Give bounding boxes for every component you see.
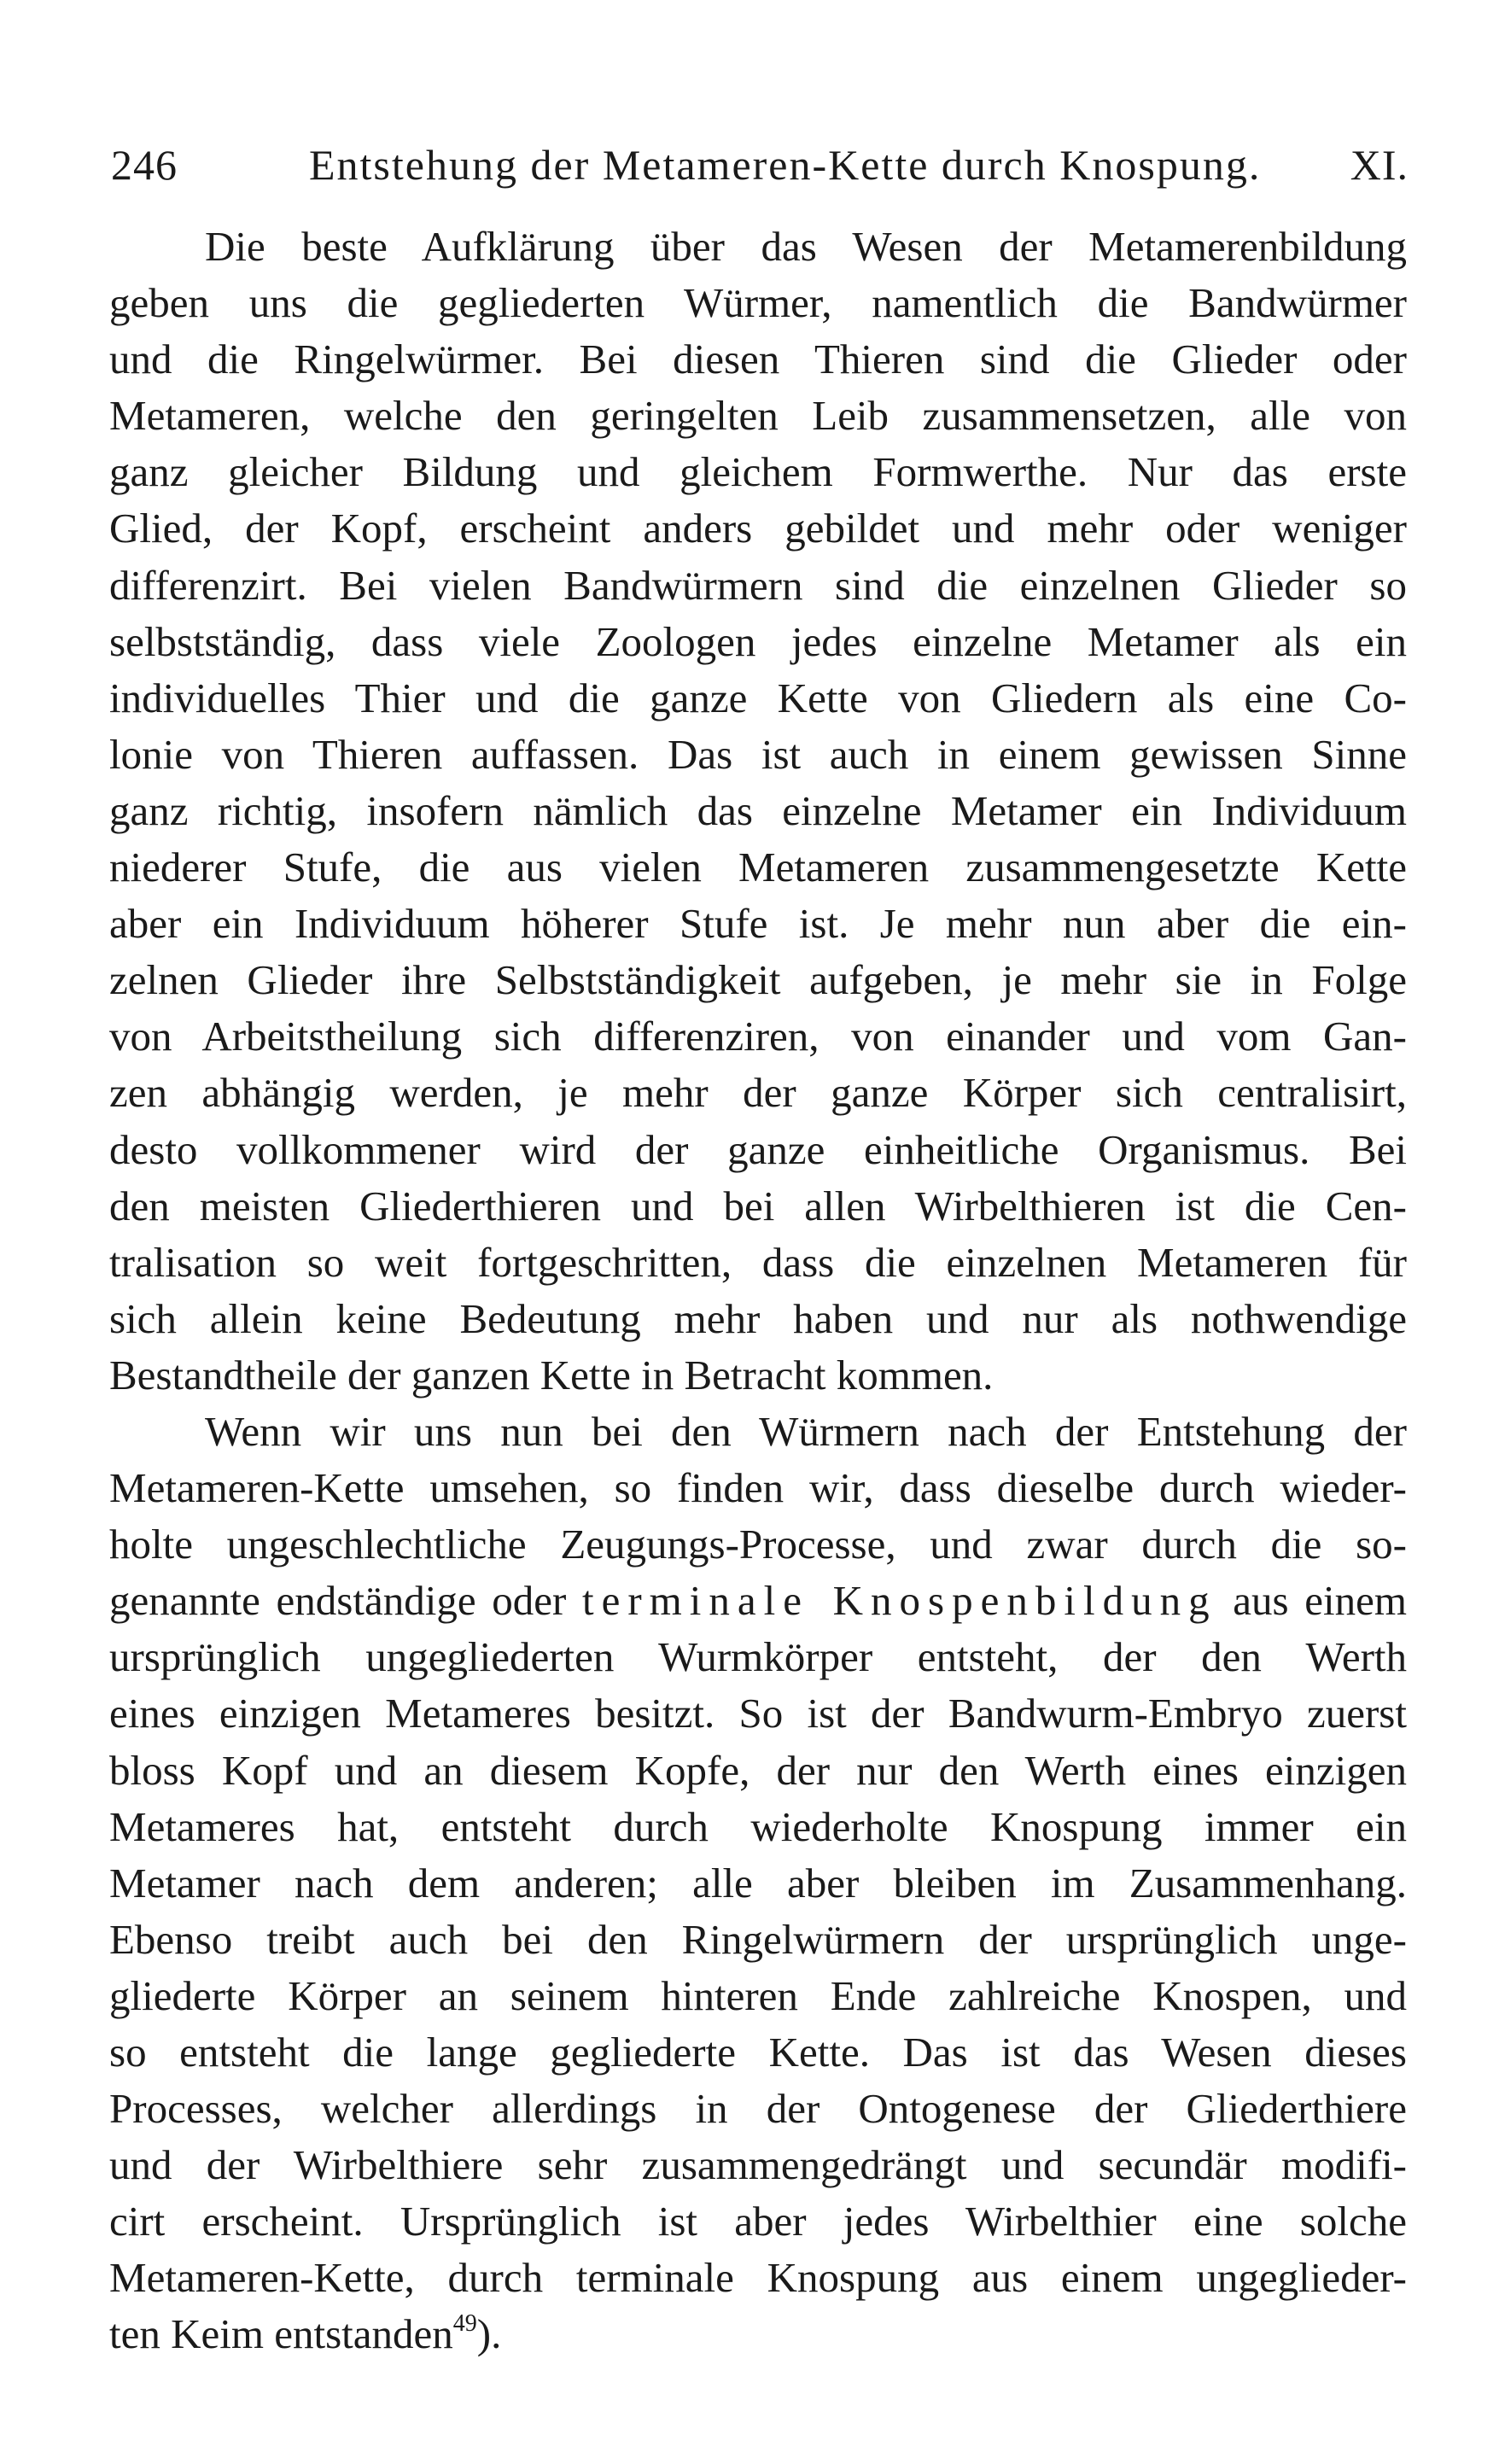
text-line: sich allein keine Bedeutung mehr haben und nur als nothwendige <box>109 1294 1407 1342</box>
body-text <box>109 219 1407 2363</box>
text-line <box>109 1573 1407 1629</box>
text-line: Glied, der Kopf, erscheint anders gebildet und mehr oder weniger <box>109 505 1407 552</box>
text-line: selbstständig, dass viele Zoologen jedes einzelne Metamer als ein <box>109 617 1407 665</box>
text-line: differenzirt. Bei vielen Bandwürmern sind die einzelnen Glieder so <box>109 561 1407 609</box>
text-line: ganz richtig, insofern nämlich das einzelne Metamer ein Individuum <box>109 786 1407 834</box>
text-line: Processes, welcher allerdings in der Ontogenese der Gliederthiere <box>109 2085 1407 2133</box>
text-line: zelnen Glieder ihre Selbstständigkeit aufgeben, je mehr sie in Folge <box>109 956 1407 1004</box>
paragraph-2 <box>109 1404 1407 2363</box>
text-line: so entsteht die lange gegliederte Kette. Das ist das Wesen dieses <box>109 2029 1407 2076</box>
text-line: von Arbeitstheilung sich differenziren, von einander und vom Gan- <box>109 1013 1407 1060</box>
text-line: Wenn wir uns nun bei den Würmern nach der Entstehung der <box>205 1407 1407 1455</box>
text-line: niederer Stufe, die aus vielen Metameren zusammengesetzte Kette <box>109 844 1407 891</box>
text-segment: aus einem <box>1216 1577 1407 1625</box>
spaced-emphasis: terminale Knospenbildung <box>581 1577 1217 1625</box>
paragraph-1 <box>109 219 1407 1404</box>
text-line: lonie von Thieren auffassen. Das ist auch in einem gewissen Sinne <box>109 730 1407 778</box>
text-line: Die beste Aufklärung über das Wesen der Metamerenbildung <box>205 223 1407 270</box>
text-line: Metameren-Kette umsehen, so finden wir, dass dieselbe durch wieder- <box>109 1464 1407 1512</box>
text-line: und die Ringelwürmer. Bei diesen Thieren sind die Glieder oder <box>109 336 1407 383</box>
footnote-reference: 49 <box>452 2310 477 2338</box>
running-title: Entstehung der Metameren-Kette durch Knospung. <box>309 141 1262 189</box>
chapter-number: XI. <box>1350 141 1409 189</box>
text-line: desto vollkommener wird der ganze einheitliche Organismus. Bei <box>109 1125 1407 1173</box>
text-line: Metameres hat, entsteht durch wiederholte Knospung immer ein <box>109 1802 1407 1850</box>
text-segment: ). <box>476 2310 502 2358</box>
text-line: aber ein Individuum höherer Stufe ist. Je mehr nun aber die ein- <box>109 900 1407 948</box>
text-line: tralisation so weit fortgeschritten, dass die einzelnen Metameren für <box>109 1238 1407 1286</box>
text-line: Ebenso treibt auch bei den Ringelwürmern der ursprünglich unge- <box>109 1915 1407 1963</box>
text-line: den meisten Gliederthieren und bei allen Wirbelthieren ist die Cen- <box>109 1182 1407 1229</box>
text-line: ganz gleicher Bildung und gleichem Formwerthe. Nur das erste <box>109 448 1407 496</box>
text-line: eines einzigen Metameres besitzt. So ist der Bandwurm-Embryo zuerst <box>109 1690 1407 1737</box>
running-header <box>111 135 1409 195</box>
text-line: bloss Kopf und an diesem Kopfe, der nur den Werth eines einzigen <box>109 1746 1407 1794</box>
text-line: holte ungeschlechtliche Zeugungs-Processe, und zwar durch die so- <box>109 1521 1407 1568</box>
text-segment: genannte endständige oder <box>109 1577 582 1625</box>
text-segment: ten Keim entstanden <box>109 2310 453 2358</box>
text-line: Metameren-Kette, durch terminale Knospung aus einem ungeglieder- <box>109 2254 1407 2302</box>
text-line <box>109 2306 1407 2362</box>
text-line: zen abhängig werden, je mehr der ganze Körper sich centralisirt, <box>109 1069 1407 1117</box>
text-line: Bestandtheile der ganzen Kette in Betracht kommen. <box>109 1351 994 1398</box>
text-line: geben uns die gegliederten Würmer, namentlich die Bandwürmer <box>109 279 1407 327</box>
text-line: gliederte Körper an seinem hinteren Ende zahlreiche Knospen, und <box>109 1971 1407 2019</box>
text-line: ursprünglich ungegliederten Wurmkörper entsteht, der den Werth <box>109 1633 1407 1681</box>
text-line: cirt erscheint. Ursprünglich ist aber jedes Wirbelthier eine solche <box>109 2198 1407 2245</box>
text-line: und der Wirbelthiere sehr zusammengedrängt und secundär modifi- <box>109 2141 1407 2189</box>
text-line: individuelles Thier und die ganze Kette von Gliedern als eine Co- <box>109 674 1407 721</box>
text-line: Metamer nach dem anderen; alle aber bleiben im Zusammenhang. <box>109 1859 1407 1906</box>
page-number: 246 <box>111 141 178 189</box>
text-line: Metameren, welche den geringelten Leib zusammensetzen, alle von <box>109 392 1407 440</box>
